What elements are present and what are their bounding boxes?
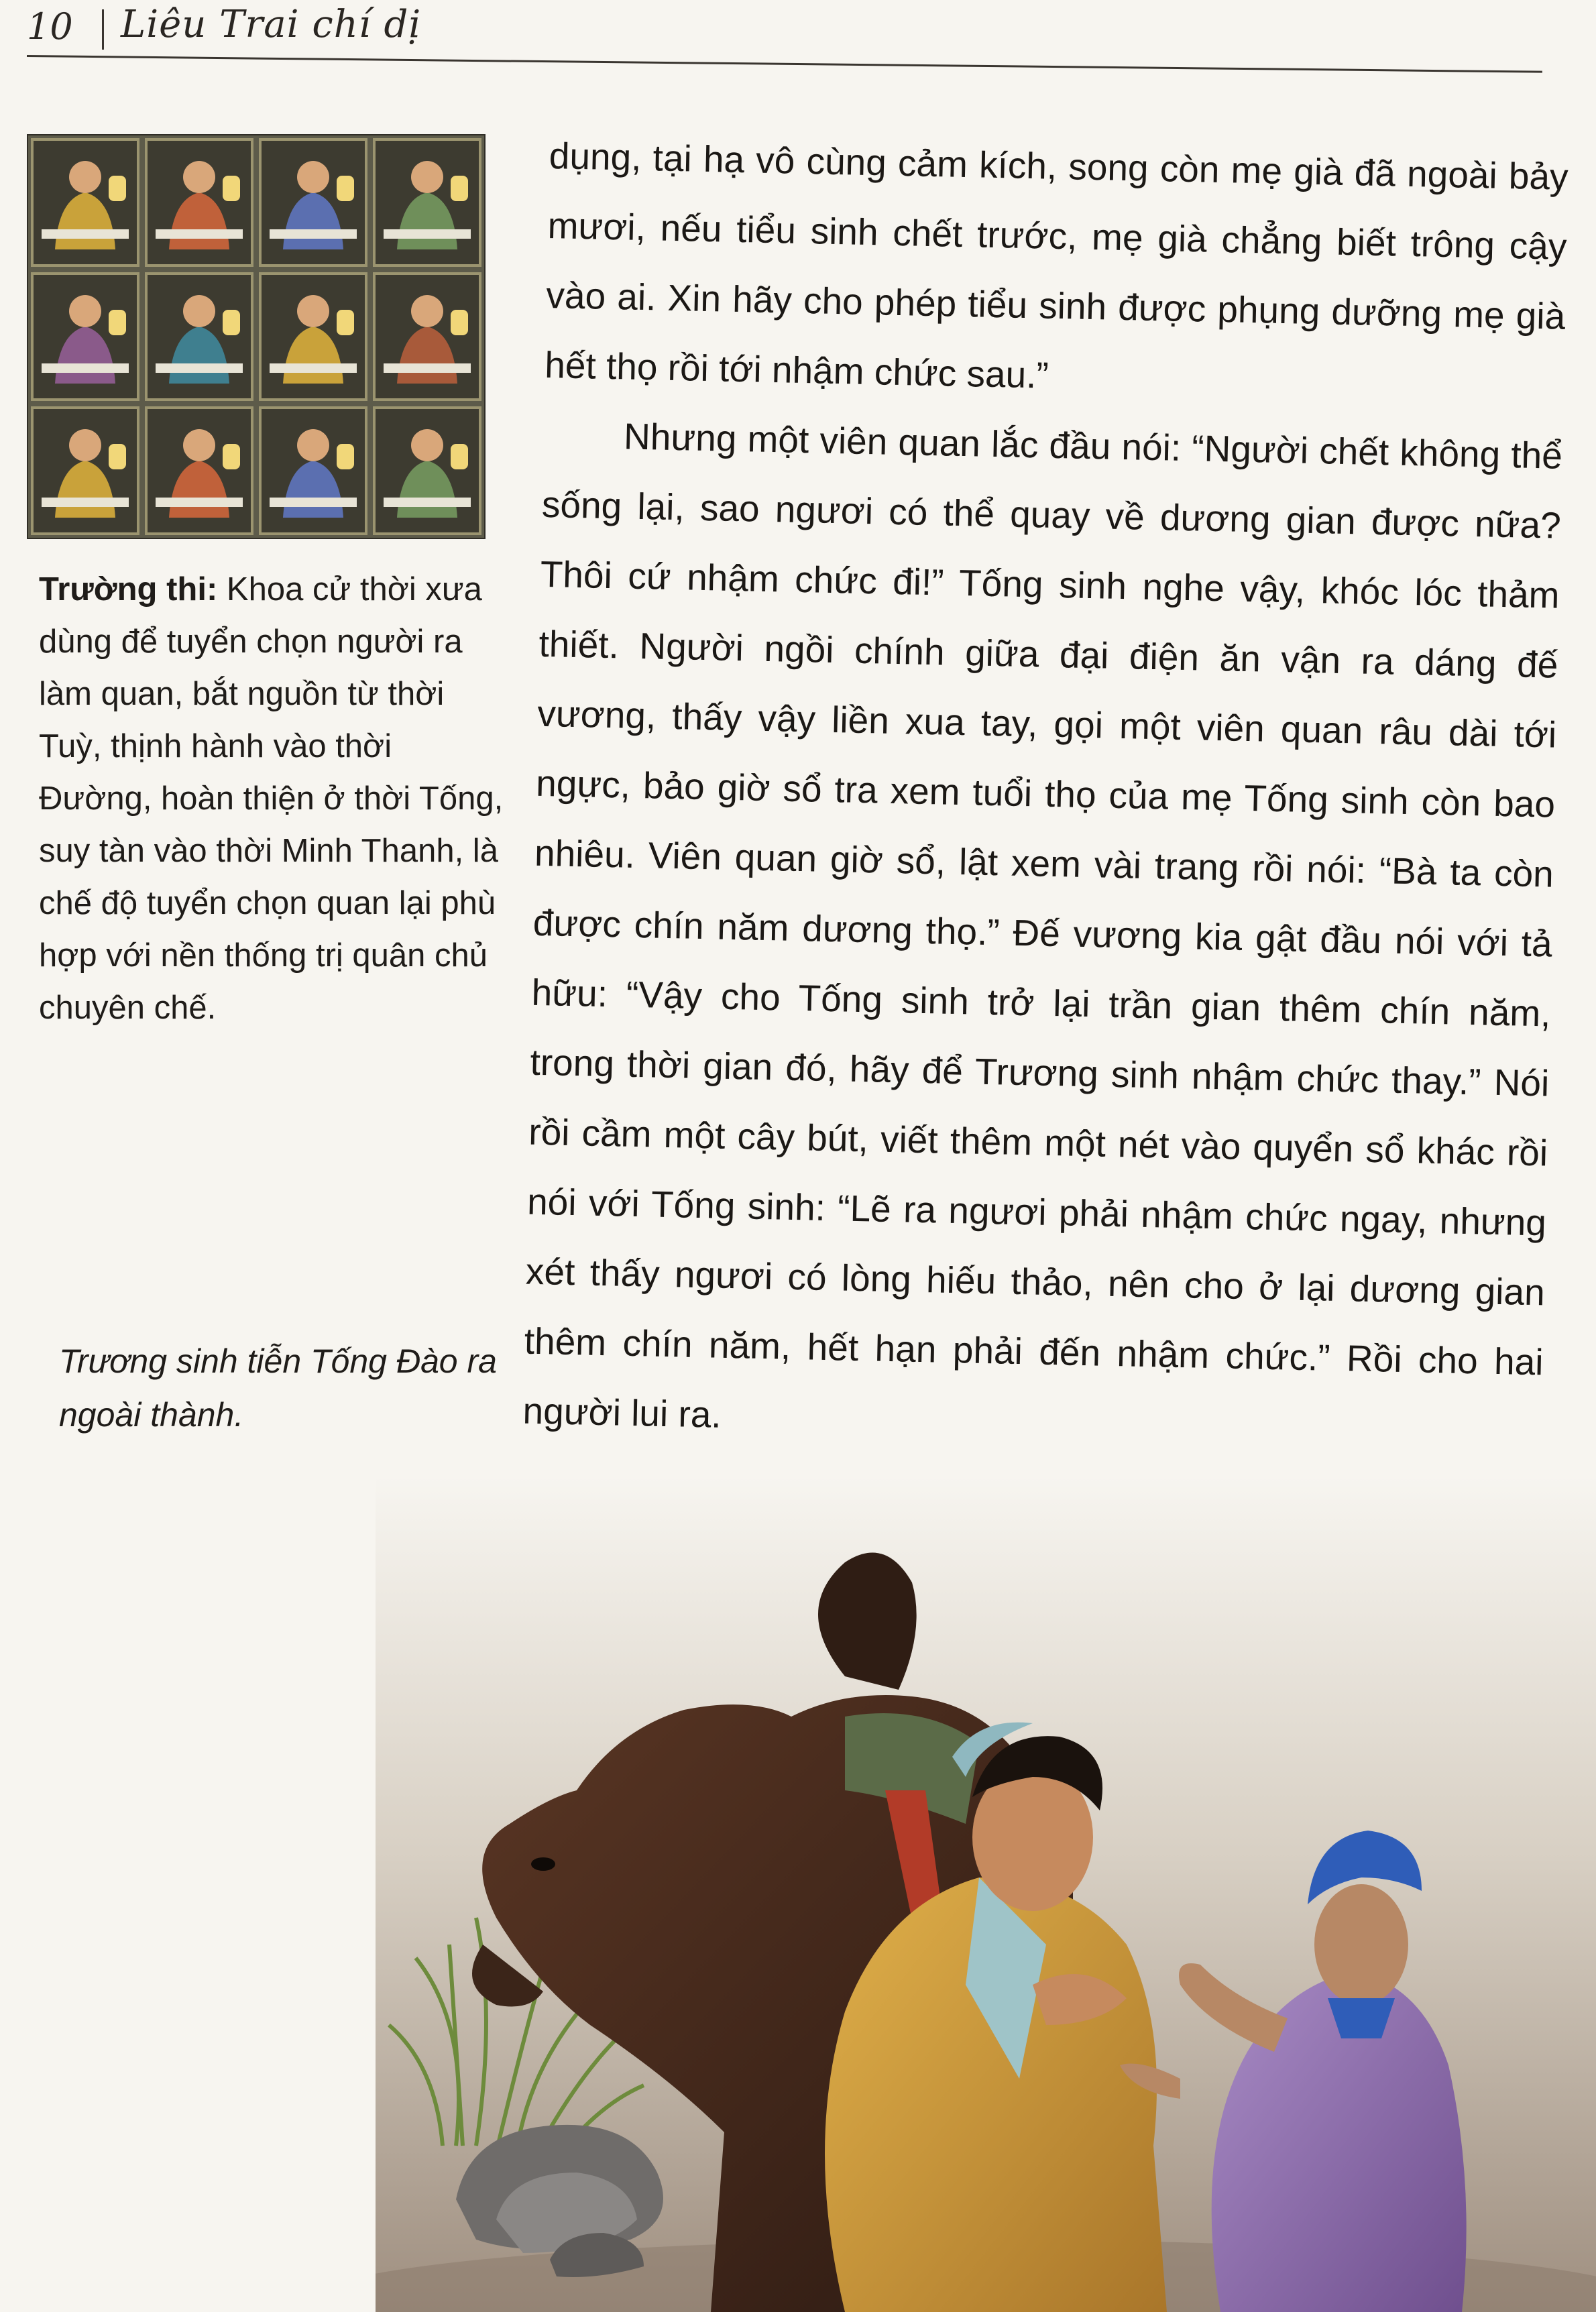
candidate-head bbox=[183, 295, 215, 327]
desk bbox=[42, 363, 129, 373]
note-term: Trường thi: bbox=[39, 571, 218, 608]
desk bbox=[384, 363, 471, 373]
candidate-head bbox=[411, 295, 443, 327]
desk bbox=[270, 363, 357, 373]
desk bbox=[156, 363, 243, 373]
lantern bbox=[109, 310, 126, 335]
candidate-head bbox=[183, 429, 215, 461]
candidate-head bbox=[69, 161, 101, 193]
sidebar-note bbox=[39, 563, 508, 1034]
candidate-head bbox=[411, 429, 443, 461]
desk bbox=[384, 229, 471, 239]
lantern bbox=[451, 444, 468, 469]
desk bbox=[156, 229, 243, 239]
story-text bbox=[519, 121, 1569, 1606]
desk bbox=[42, 498, 129, 507]
running-header bbox=[27, 0, 1569, 60]
lantern bbox=[451, 176, 468, 201]
lantern bbox=[223, 176, 240, 201]
farewell-drawing bbox=[376, 1475, 1596, 2312]
page-number: 10 bbox=[27, 5, 73, 48]
lantern bbox=[223, 444, 240, 469]
candidate-head bbox=[69, 429, 101, 461]
lantern bbox=[337, 444, 354, 469]
farewell-illustration bbox=[376, 1475, 1596, 2312]
header-separator bbox=[102, 9, 104, 50]
exam-hall-illustration bbox=[27, 134, 486, 539]
lantern bbox=[223, 310, 240, 335]
story-paragraph-2: Nhưng một viên quan lắc đầu nói: “Người chết không thể sống lại, sao ngươi có thể quay về dương gian được nữa? Thôi cứ nhậm chức đi!” Tống sinh nghe vậy, khóc lóc thảm thiết. Người ngồi chính giữa đại điện ăn vận ra dáng đế vương, thấy vậy liền xua tay, gọi một viên quan râu dài tới ngực, bảo giờ sổ tra xem tuổi thọ của mẹ Tống sinh còn bao nhiêu. Viên quan giờ sổ, lật xem vài trang rồi nói: “Bà ta còn được chín năm dương thọ.” Đế vương kia gật đầu nói với tả hữu: “Vậy cho Tống sinh trở lại trần gian thêm chín năm, trong thời gian đó, hãy để Trương sinh nhậm chức thay.” Nói rồi cầm một cây bút, viết thêm một nét vào quyển sổ khác rồi nói với Tống sinh: “Lẽ ra ngươi phải nhậm chức ngay, nhưng xét thấy ngươi có lòng hiếu thảo, nên cho ở lại dương gian thêm chín năm, hết hạn phải đến nhậm chức.” Rồi cho hai người lui ra. bbox=[522, 415, 1563, 1436]
candidate-head bbox=[297, 161, 329, 193]
desk bbox=[384, 498, 471, 507]
candidate-head bbox=[183, 161, 215, 193]
candidate-head bbox=[297, 429, 329, 461]
desk bbox=[270, 229, 357, 239]
candidate-head bbox=[411, 161, 443, 193]
lantern bbox=[109, 176, 126, 201]
candidate-head bbox=[69, 295, 101, 327]
lantern bbox=[337, 176, 354, 201]
lantern bbox=[451, 310, 468, 335]
story-paragraph-1: dụng, tại hạ vô cùng cảm kích, song còn mẹ già đã ngoài bảy mươi, nếu tiểu sinh chết trước, mẹ già chẳng biết trông cậy vào ai. Xin hãy cho phép tiểu sinh được phụng dưỡng mẹ già hết thọ rồi tới nhậm chức sau.” bbox=[544, 134, 1569, 396]
lantern bbox=[109, 444, 126, 469]
exam-hall-drawing bbox=[28, 135, 484, 538]
note-definition: Khoa cử thời xưa dùng để tuyển chọn người ra làm quan, bắt nguồn từ thời Tuỳ, thịnh hành vào thời Đường, hoàn thiện ở thời Tống, suy tàn vào thời Minh Thanh, là chế độ tuyển chọn quan lại phù hợp với nền thống trị quân chủ chuyên chế. bbox=[39, 571, 504, 1026]
illustration-caption: Trương sinh tiễn Tống Đào ra ngoài thành. bbox=[59, 1342, 497, 1434]
desk bbox=[42, 229, 129, 239]
lantern bbox=[337, 310, 354, 335]
desk bbox=[270, 498, 357, 507]
book-title: Liêu Trai chí dị bbox=[121, 3, 422, 46]
candidate-head bbox=[297, 295, 329, 327]
header-rule bbox=[27, 55, 1542, 73]
desk bbox=[156, 498, 243, 507]
